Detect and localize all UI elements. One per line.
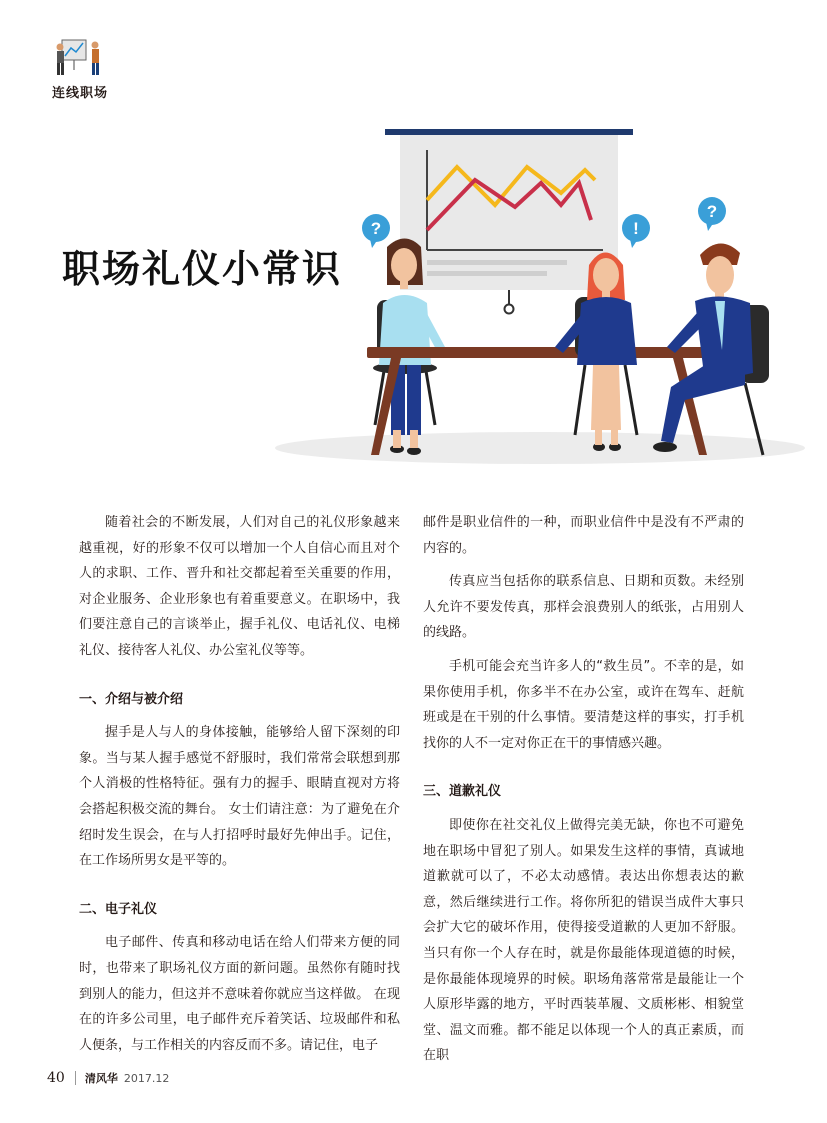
svg-text:?: ? [706, 202, 718, 221]
section2-paragraph1: 电子邮件、传真和移动电话在给人们带来方便的同时，也带来了职场礼仪方面的新问题。虽然你有随时找到别人的能力，但这并不意味着你就应当这样做。 在现在的许多公司里，电子邮件充斥着笑话、垃圾邮件和私人便条，与工作相关的内容反而不多。请记住，电子 [79, 935, 400, 1053]
presentation-icon [52, 38, 112, 82]
page-footer [47, 1068, 169, 1088]
logo-label: 连线职场 [52, 86, 109, 101]
right-column [423, 510, 744, 1069]
intro-paragraph: 随着社会的不断发展，人们对自己的礼仪形象越来越重视，好的形象不仅可以增加一个人自信心而且对个人的求职、工作、晋升和社交都起着至关重要的作用，对企业服务、企业形象也有着重要意义。在职场中，我们要注意自己的言谈举止，握手礼仪、电话礼仪、电梯礼仪、接待客人礼仪、办公室礼仪等等。 [79, 515, 400, 658]
board-top-bar [385, 129, 633, 135]
page-number: 40 [47, 1070, 65, 1086]
left-column [79, 510, 400, 1058]
section2-heading: 二、电子礼仪 [79, 901, 158, 917]
footer-divider [75, 1071, 76, 1085]
section2-paragraph2: 传真应当包括你的联系信息、日期和页数。未经别人允许不要发传真，那样会浪费别人的纸张，占用别人的线路。 [423, 574, 744, 641]
section-logo [52, 38, 112, 100]
article-title: 职场礼仪小常识 [62, 246, 343, 291]
question-bubble-left [362, 214, 390, 248]
exclamation-bubble-middle [622, 214, 650, 248]
whiteboard [400, 135, 618, 290]
issue-date: 2017.12 [123, 1071, 170, 1085]
section3-heading: 三、道歉礼仪 [423, 784, 502, 800]
section1-heading: 一、介绍与被介绍 [79, 691, 184, 707]
svg-text:!: ! [633, 219, 639, 238]
section1-paragraph: 握手是人与人的身体接触，能够给人留下深刻的印象。当与某人握手感觉不舒服时，我们常常会联想到那个人消极的性格特征。强有力的握手、眼睛直视对方将会搭起积极交流的舞台。 女士们请注意：为了避免在介绍时发生误会，在与人打招呼时最好先伸出手。记住，在工作场所男女是平等的。 [79, 725, 400, 869]
section2-paragraph3: 手机可能会充当许多人的“救生员”。不幸的是，如果你使用手机，你多半不在办公室，或许在驾车、赶航班或是在干别的什么事情。要清楚这样的事实，打手机找你的人不一定对你正在干的事情感兴趣。 [423, 658, 744, 751]
question-bubble-right [698, 197, 726, 231]
section2-paragraph1-continued: 邮件是职业信件的一种，而职业信件中是没有不严肃的内容的。 [423, 515, 744, 556]
person-right-man [653, 243, 769, 455]
magazine-name: 清风华 [84, 1072, 118, 1085]
floor-shadow [275, 432, 805, 464]
meeting-illustration [275, 125, 805, 470]
svg-text:?: ? [370, 219, 382, 238]
section3-paragraph: 即使你在社交礼仪上做得完美无缺，你也不可避免地在职场中冒犯了别人。如果发生这样的事情，真诚地道歉就可以了，不必太动感情。表达出你想表达的歉意，然后继续进行工作。将你所犯的错误当成件大事只会扩大它的破坏作用，使得接受道歉的人更加不舒服。 当只有你一个人存在时，就是你最能体现道德的时候，是你最能体现境界的时候。职场角落常常是最能让一个人原形毕露的地方，平时西装革履、文质彬彬、相貌堂堂、温文而雅。都不能足以体现一个人的真正素质，而在职 [423, 817, 744, 1064]
